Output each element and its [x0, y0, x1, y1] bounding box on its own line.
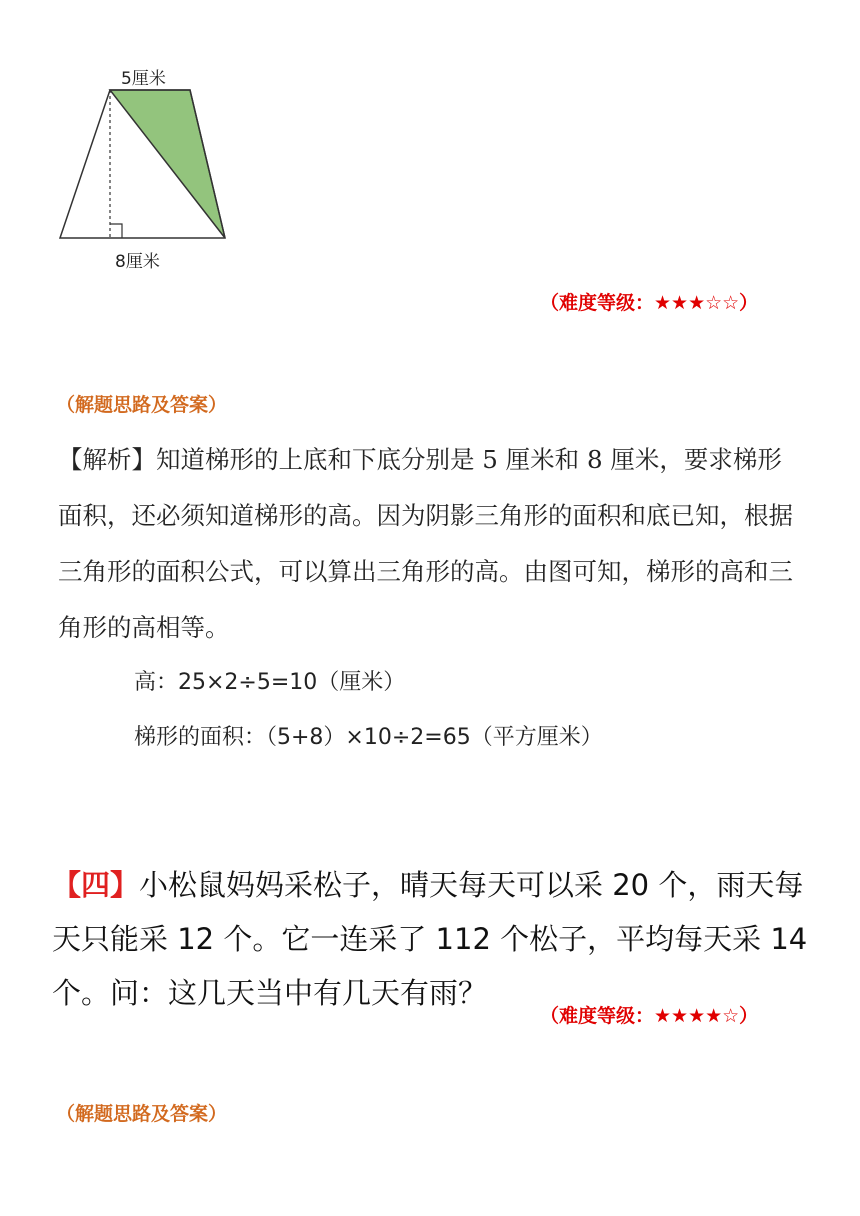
analysis-paragraph	[58, 432, 798, 656]
problem-four	[52, 858, 817, 1020]
bottom-base-label: 8厘米	[115, 252, 160, 272]
difficulty-rating: （难度等级：★★★☆☆）	[540, 292, 759, 314]
analysis-tag: 【解析】	[58, 445, 156, 474]
analysis-text: 知道梯形的上底和下底分别是 5 厘米和 8 厘米，要求梯形面积，还必须知道梯形的高。因为阴影三角形的面积和底已知，根据三角形的面积公式，可以算出三角形的高。由图可知，梯形的高和三角形的高相等。	[58, 445, 793, 642]
right-angle-mark	[110, 224, 122, 238]
solution-heading: （解题思路及答案）	[56, 1103, 228, 1125]
problem-text: 小松鼠妈妈采松子，晴天每天可以采 20 个，雨天每天只能采 12 个。它一连采了 112 个松子，平均每天采 14 个。问：这几天当中有几天有雨？	[52, 868, 808, 1010]
solution-heading: （解题思路及答案）	[56, 394, 228, 416]
height-formula: 高：25×2÷5=10（厘米）	[134, 670, 406, 695]
difficulty-rating: （难度等级：★★★★☆）	[540, 1005, 759, 1027]
top-base-label: 5厘米	[121, 69, 166, 89]
trapezoid-diagram	[52, 58, 252, 278]
problem-number: 【四】	[52, 868, 140, 902]
trapezoid-figure	[52, 58, 252, 278]
area-formula: 梯形的面积：（5+8）×10÷2=65（平方厘米）	[134, 725, 603, 750]
